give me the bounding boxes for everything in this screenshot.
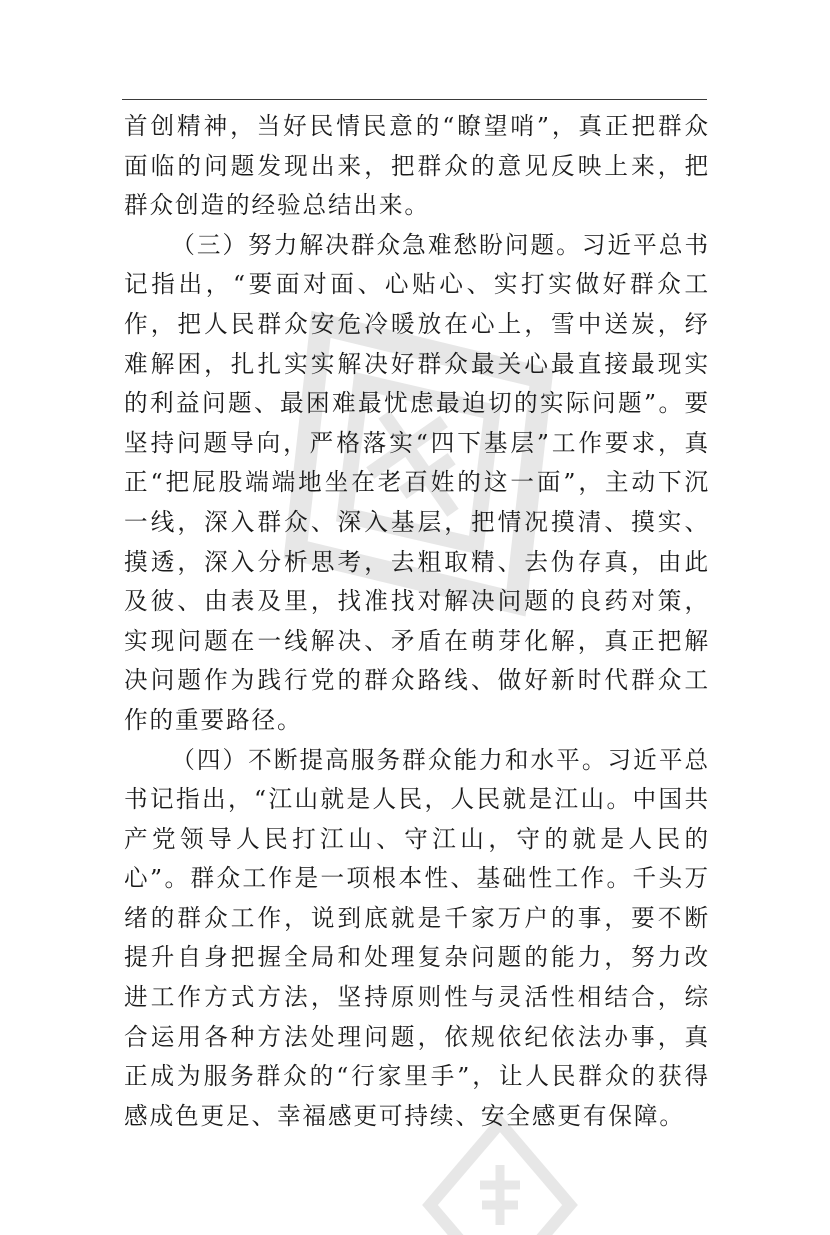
paragraph-continued: 首创精神，当好民情民意的“瞭望哨”，真正把群众面临的问题发现出来，把群众的意见反映上来，把群众创造的经验总结出来。 bbox=[124, 112, 710, 220]
header-rule bbox=[122, 99, 707, 100]
document-body bbox=[124, 107, 710, 1136]
paragraph-section-three: （三）努力解决群众急难愁盼问题。习近平总书记指出，“要面对面、心贴心、实打实做好群众工作，把人民群众安危冷暖放在心上，雪中送炭，纾难解困，扎扎实实解决好群众最关心最直接最现实的利益问题、最困难最忧虑最迫切的实际问题”。要坚持问题导向，严格落实“四下基层”工作要求，真正“把屁股端端地坐在老百姓的这一面”，主动下沉一线，深入群众、深入基层，把情况摸清、摸实、摸透，深入分析思考，去粗取精、去伪存真，由此及彼、由表及里，找准找对解决问题的良药对策，实现问题在一线解决、矛盾在萌芽化解，真正把解决问题作为践行党的群众路线、做好新时代群众工作的重要路径。 bbox=[124, 230, 710, 734]
paragraph-section-four: （四）不断提高服务群众能力和水平。习近平总书记指出，“江山就是人民，人民就是江山。中国共产党领导人民打江山、守江山，守的就是人民的心”。群众工作是一项根本性、基础性工作。千头万绪的群众工作，说到底就是千家万户的事，要不断提升自身把握全局和处理复杂问题的能力，努力改进工作方式方法，坚持原则性与灵活性相结合，综合运用各种方法处理问题，依规依纪依法办事，真正成为服务群众的“行家里手”，让人民群众的获得感成色更足、幸福感更可持续、安全感更有保障。 bbox=[124, 745, 710, 1130]
